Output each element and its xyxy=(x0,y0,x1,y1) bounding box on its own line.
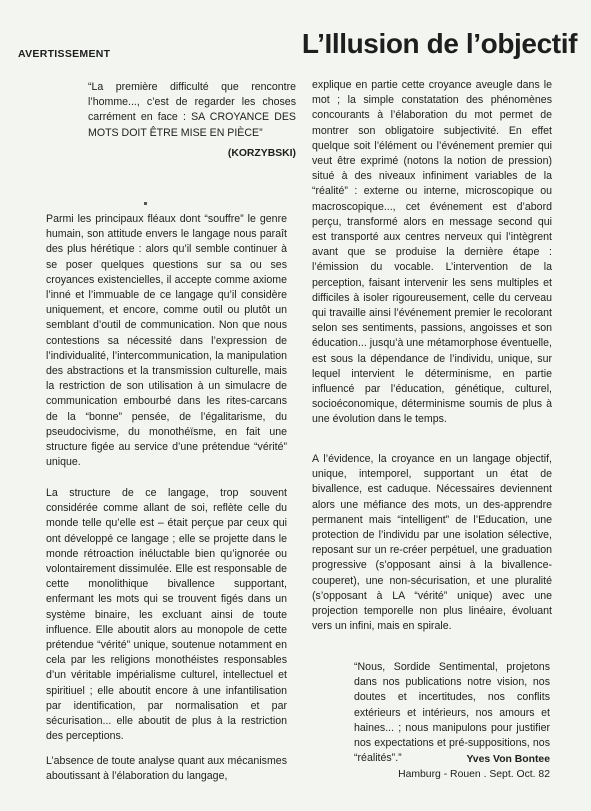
epigraph-author: (KORZYBSKI) xyxy=(227,148,296,159)
page-title: L’Illusion de l’objectif xyxy=(301,28,577,59)
left-paragraph-3: L’absence de toute analyse quant aux mécanismes aboutissant à l’élaboration du langage, xyxy=(46,755,287,783)
right-paragraph-2: A l’évidence, la croyance en un langage objectif, unique, intemporel, supportant un état de bivallence, est caduque. Nécessaires deviennent alors une méfiance des mots, un des-apprendre permanent mais “intelligent” de l’Education, une protection de l’individu par une isolation sélective, reposant sur un re-créer perpétuel, une graduation progressive (s’opposant ainsi à la bivallence-couperet), une non-sécurisation, et une pluralité (s’opposant à LA “vérité” unique) avec une projection temporelle non plus linéaire, évoluant vers un infini, mais en spirale. xyxy=(312,453,552,633)
epigraph-quote: “La première difficulté que rencontre l’homme..., c’est de regarder les choses carrément en face : SA CROYANCE DES MOTS DOIT ÊTRE MISE EN PIÈCE” xyxy=(88,81,296,139)
left-paragraph-1: Parmi les principaux fléaux dont “souffre” le genre humain, son attitude envers le langage nous paraît des plus hérétique : alors qu’il semble continuer à se poser quelques questions sur sa ou ses croyances existencielles, il accepte comme axiome l’inné et l’immuable de ce langage qu’il considère uniquement, et encore, comme outil ou plutôt un semblant d’outil de communication. Non que nous contestions sa nécessité dans l’expression de l’individualité, l’intercommunication, la manipulation des abstractions et la transmission culturelle, mais la restriction de son utilisation à un simulacre de communication embourbé dans les rites-carcans de la “bonne” pensée, de l’égalitarisme, du pseudocivisme, du monothéïsme, en fait une structure figée au service d’une prétendue “vérité” unique. xyxy=(46,213,287,469)
left-paragraph-2: La structure de ce langage, trop souvent considérée comme allant de soi, reflète celle du monde telle qu’elle est – était perçue par ceux qui ont développé ce langage ; elle se projette dans le monde rétroaction inéluctable bien qu’ignorée ou volontairement dissimulée. Elle est responsable de cette monolithique bivallence supportant, enfermant les mots qui se trouvent figés dans un système binaire, les excluant ainsi de toute influence. Elle aboutit alors au monopole de cette prétendue “vérité” unique, soutenue notamment en cela par les religions monothéistes responsables d’un véritable impérialisme culturel, intellectuel et spiritiuel ; elle aboutit encore à une infantilisation par identification, par normalisation et par sécurisation... elle aboutit de plus à la restriction des perceptions. xyxy=(46,487,287,743)
closing-quote: “Nous, Sordide Sentimental, projetons dans nos publications notre vision, nos doutes et incertitudes, nos conflits extérieurs et intérieurs, nos amours et haines... ; nous manipulons pour justifier nos expectations et pré-suppositions, nos “réalités”.” xyxy=(354,661,550,765)
section-label: AVERTISSEMENT xyxy=(18,48,111,60)
right-paragraph-1: explique en partie cette croyance aveugle dans le mot ; la simple constatation des phénomènes concourants à l’élaboration du mot permet de montrer son obligatoire subjectivité. En effet quelque soit l’élément ou l’événement premier qui veut être exprimé (notons la notion de pression) situé à des niveaux infiniment variables de la “réalité” : externe ou interne, microscopique ou macroscopique..., cet événement est d’abord perçu, transformé alors en message second qui est transporté aux centres nerveux qui l’intègrent avant que se produise la dernière étape : l’émission du vocable. L’intervention de la perception, faisant intervenir les sens multiples et difficiles à isoler rigoureusement, celle du cerveau qui travaille ainsi l’événement premier le recolorant selon ses sentiments, passions, angoisses et son éducation... jusqu’à une métamorphose éventuelle, est sous la dépendance de l’individu, unique, sur lequel intervient le déterminisme, en partie influencé par l’éducation, génétique, culturel, socioéconomique, déterminisme soumis de plus à une évolution dans le temps. xyxy=(312,79,552,426)
signature-name: Yves Von Bontee xyxy=(466,754,550,765)
signature-place-date: Hamburg - Rouen . Sept. Oct. 82 xyxy=(398,769,550,780)
scan-mark xyxy=(144,202,147,205)
